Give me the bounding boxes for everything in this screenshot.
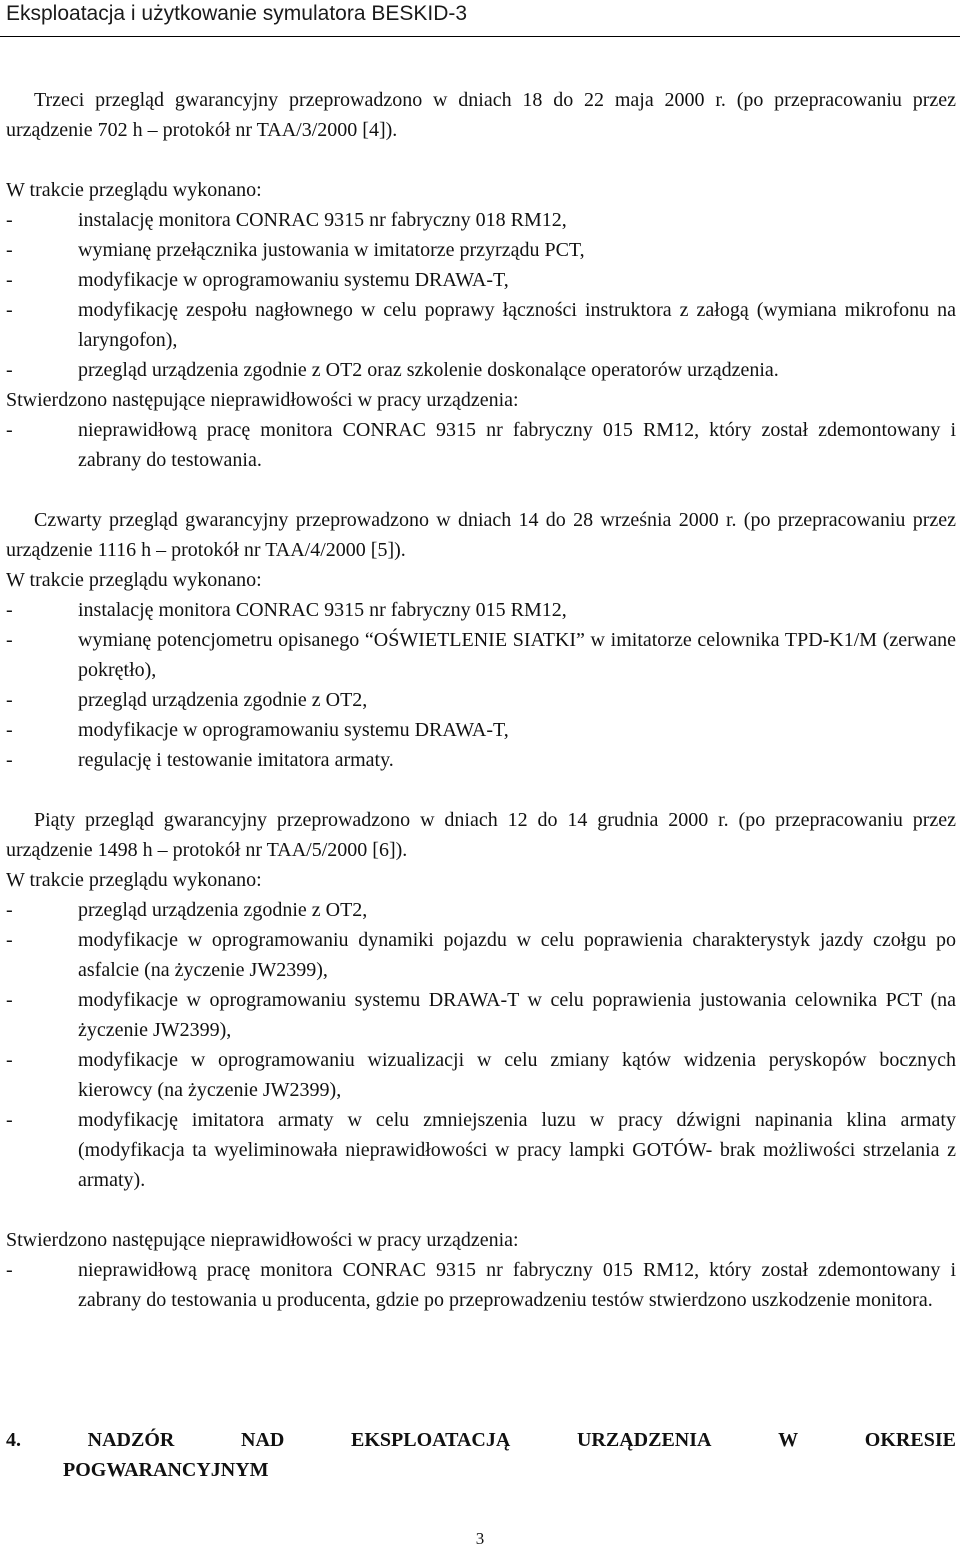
list-item: - modyfikację zespołu nagłownego w celu poprawy łączności instruktora z załogą (wymiana mikrofonu na laryngofon), (6, 299, 956, 351)
issues-list-3 (6, 1255, 956, 1315)
page-header (0, 0, 960, 37)
issues-intro: Stwierdzono następujące nieprawidłowości w pracy urządzenia: (6, 1229, 519, 1251)
heading-word: W (778, 1429, 799, 1451)
list-item: - modyfikacje w oprogramowaniu systemu DRAWA-T w celu poprawienia justowania celownika PCT (na życzenie JW2399), (6, 989, 956, 1041)
list-item: - nieprawidłową pracę monitora CONRAC 9315 nr fabryczny 015 RM12, który został zdemontowany i zabrany do testowania u producenta, gdzie po przeprowadzeniu testów stwierdzono uszkodzenie monitora. (6, 1259, 956, 1311)
list-item: - przegląd urządzenia zgodnie z OT2, (6, 689, 368, 711)
works-list-2 (6, 595, 956, 775)
list-item: - przegląd urządzenia zgodnie z OT2, (6, 899, 368, 921)
list-item: - regulację i testowanie imitatora armaty. (6, 749, 394, 771)
list-item: - wymianę potencjometru opisanego “OŚWIETLENIE SIATKI” w imitatorze celownika TPD-K1/M (zerwane pokrętło), (6, 629, 956, 681)
list-item: - instalację monitora CONRAC 9315 nr fabryczny 015 RM12, (6, 599, 567, 621)
heading-word: EKSPLOATACJĄ (351, 1429, 511, 1451)
page-number: 3 (475, 1529, 485, 1548)
heading-word: URZĄDZENIA (576, 1429, 712, 1451)
list-item: - modyfikacje w oprogramowaniu wizualizacji w celu zmiany kątów widzenia peryskopów bocznych kierowcy (na życzenie JW2399), (6, 1049, 956, 1101)
issues-intro: Stwierdzono następujące nieprawidłowości w pracy urządzenia: (6, 389, 519, 411)
section-heading (6, 1425, 956, 1485)
paragraph-fourth-review: Czwarty przegląd gwarancyjny przeprowadzono w dniach 14 do 28 września 2000 r. (po przepracowaniu przez urządzenie 1116 h – protokół nr TAA/4/2000 [5]). (6, 509, 956, 561)
heading-word: OKRESIE (864, 1429, 956, 1451)
document-body (6, 85, 956, 1315)
paragraph-fifth-review: Piąty przegląd gwarancyjny przeprowadzono w dniach 12 do 14 grudnia 2000 r. (po przepracowaniu przez urządzenie 1498 h – protokół nr TAA/5/2000 [6]). (6, 809, 956, 861)
list-item: - modyfikacje w oprogramowaniu systemu DRAWA-T, (6, 269, 509, 291)
works-list-3 (6, 895, 956, 1195)
works-intro: W trakcie przeglądu wykonano: (6, 179, 262, 201)
heading-line-2: POGWARANCYJNYM (63, 1459, 269, 1481)
list-item: - nieprawidłową pracę monitora CONRAC 9315 nr fabryczny 015 RM12, który został zdemontowany i zabrany do testowania. (6, 419, 956, 471)
list-item: - wymianę przełącznika justowania w imitatorze przyrządu PCT, (6, 239, 585, 261)
list-item: - modyfikacje w oprogramowaniu dynamiki pojazdu w celu poprawienia charakterystyk jazdy czołgu po asfalcie (na życzenie JW2399), (6, 929, 956, 981)
list-item: - modyfikacje w oprogramowaniu systemu DRAWA-T, (6, 719, 509, 741)
list-item: - modyfikację imitatora armaty w celu zmniejszenia luzu w pracy dźwigni napinania klina armaty (modyfikacja ta wyeliminowała nieprawidłowości w pracy lampki GOTÓW- brak możliwości strzelania z armaty). (6, 1109, 956, 1191)
section-number: 4. (6, 1429, 21, 1451)
works-list-1 (6, 205, 956, 385)
list-item: - instalację monitora CONRAC 9315 nr fabryczny 018 RM12, (6, 209, 567, 231)
works-intro: W trakcie przeglądu wykonano: (6, 869, 262, 891)
heading-word: NADZÓR (87, 1429, 175, 1451)
paragraph-third-review: Trzeci przegląd gwarancyjny przeprowadzono w dniach 18 do 22 maja 2000 r. (po przepracowaniu przez urządzenie 702 h – protokół nr TAA/3/2000 [4]). (6, 89, 956, 141)
document-title: Eksploatacja i użytkowanie symulatora BESKID-3 (6, 2, 468, 25)
list-item: - przegląd urządzenia zgodnie z OT2 oraz szkolenie doskonalące operatorów urządzenia. (6, 359, 779, 381)
works-intro: W trakcie przeglądu wykonano: (6, 569, 262, 591)
issues-list-1 (6, 415, 956, 475)
heading-word: NAD (241, 1429, 285, 1451)
